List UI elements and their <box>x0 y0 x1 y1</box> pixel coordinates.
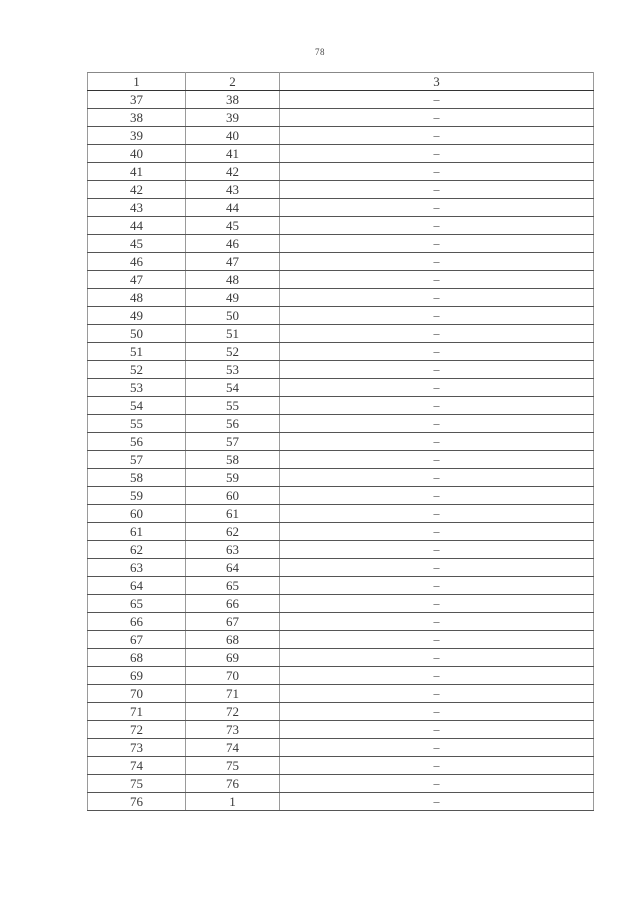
table-cell-col3: – <box>280 505 594 523</box>
table-cell-col1: 50 <box>88 325 186 343</box>
table-row <box>88 469 594 487</box>
table-row <box>88 667 594 685</box>
table-row <box>88 595 594 613</box>
table-cell-col3: – <box>280 163 594 181</box>
table-cell-col2: 59 <box>186 469 280 487</box>
table-cell-col3: – <box>280 145 594 163</box>
table-cell-col2: 70 <box>186 667 280 685</box>
table-row <box>88 577 594 595</box>
table-cell-col1: 64 <box>88 577 186 595</box>
table-cell-col2: 57 <box>186 433 280 451</box>
table-cell-col1: 61 <box>88 523 186 541</box>
table-cell-col3: – <box>280 397 594 415</box>
table-cell-col1: 59 <box>88 487 186 505</box>
table-row <box>88 793 594 811</box>
table-cell-col2: 61 <box>186 505 280 523</box>
table-cell-col2: 50 <box>186 307 280 325</box>
table-row <box>88 487 594 505</box>
table-cell-col2: 49 <box>186 289 280 307</box>
data-table <box>87 72 594 811</box>
table-cell-col2: 54 <box>186 379 280 397</box>
table-cell-col2: 58 <box>186 451 280 469</box>
table-cell-col2: 38 <box>186 91 280 109</box>
table-row <box>88 451 594 469</box>
table-cell-col3: – <box>280 289 594 307</box>
table-row <box>88 757 594 775</box>
table-row <box>88 775 594 793</box>
table-row <box>88 181 594 199</box>
table-cell-col1: 58 <box>88 469 186 487</box>
table-row <box>88 163 594 181</box>
table-cell-col2: 48 <box>186 271 280 289</box>
table-cell-col3: – <box>280 451 594 469</box>
table-cell-col3: – <box>280 757 594 775</box>
table-cell-col3: – <box>280 775 594 793</box>
table-cell-col1: 54 <box>88 397 186 415</box>
column-header-3: 3 <box>280 73 594 91</box>
table-row <box>88 127 594 145</box>
table-row <box>88 343 594 361</box>
table-cell-col3: – <box>280 325 594 343</box>
table-cell-col2: 42 <box>186 163 280 181</box>
table-cell-col1: 37 <box>88 91 186 109</box>
table-row <box>88 613 594 631</box>
table-cell-col1: 56 <box>88 433 186 451</box>
table-row <box>88 505 594 523</box>
table-cell-col1: 74 <box>88 757 186 775</box>
table-cell-col3: – <box>280 91 594 109</box>
table-row <box>88 361 594 379</box>
table-cell-col3: – <box>280 199 594 217</box>
table-cell-col1: 60 <box>88 505 186 523</box>
table-row <box>88 397 594 415</box>
table-cell-col3: – <box>280 721 594 739</box>
table-cell-col1: 45 <box>88 235 186 253</box>
table-cell-col3: – <box>280 379 594 397</box>
table-cell-col3: – <box>280 307 594 325</box>
table-row <box>88 109 594 127</box>
table-row <box>88 91 594 109</box>
table-cell-col2: 68 <box>186 631 280 649</box>
table-row <box>88 145 594 163</box>
table-cell-col1: 44 <box>88 217 186 235</box>
table-cell-col3: – <box>280 271 594 289</box>
table-cell-col2: 51 <box>186 325 280 343</box>
table-row <box>88 415 594 433</box>
table-cell-col3: – <box>280 739 594 757</box>
table-row <box>88 559 594 577</box>
table-row <box>88 253 594 271</box>
table-row <box>88 523 594 541</box>
table-cell-col2: 46 <box>186 235 280 253</box>
table-cell-col1: 65 <box>88 595 186 613</box>
table-row <box>88 721 594 739</box>
table-cell-col3: – <box>280 361 594 379</box>
table-cell-col3: – <box>280 217 594 235</box>
table-cell-col1: 47 <box>88 271 186 289</box>
table-row <box>88 649 594 667</box>
table-cell-col1: 71 <box>88 703 186 721</box>
table-cell-col1: 69 <box>88 667 186 685</box>
table-header-row <box>88 73 594 91</box>
table-cell-col3: – <box>280 667 594 685</box>
table-cell-col2: 69 <box>186 649 280 667</box>
table-cell-col2: 64 <box>186 559 280 577</box>
table-cell-col2: 74 <box>186 739 280 757</box>
table-cell-col1: 38 <box>88 109 186 127</box>
table-cell-col2: 39 <box>186 109 280 127</box>
table-cell-col2: 62 <box>186 523 280 541</box>
table-cell-col2: 67 <box>186 613 280 631</box>
table-cell-col2: 52 <box>186 343 280 361</box>
table-cell-col1: 41 <box>88 163 186 181</box>
table-cell-col3: – <box>280 559 594 577</box>
table-cell-col2: 71 <box>186 685 280 703</box>
table-row <box>88 235 594 253</box>
table-cell-col3: – <box>280 685 594 703</box>
table-row <box>88 271 594 289</box>
table-cell-col2: 60 <box>186 487 280 505</box>
table-row <box>88 217 594 235</box>
table-cell-col3: – <box>280 577 594 595</box>
table-cell-col1: 57 <box>88 451 186 469</box>
table-cell-col1: 76 <box>88 793 186 811</box>
table-row <box>88 289 594 307</box>
table-cell-col2: 41 <box>186 145 280 163</box>
table-cell-col3: – <box>280 343 594 361</box>
table-cell-col3: – <box>280 235 594 253</box>
table-cell-col1: 63 <box>88 559 186 577</box>
table-cell-col2: 75 <box>186 757 280 775</box>
table-cell-col2: 53 <box>186 361 280 379</box>
table-cell-col3: – <box>280 109 594 127</box>
table-cell-col3: – <box>280 487 594 505</box>
table-row <box>88 631 594 649</box>
table-cell-col2: 55 <box>186 397 280 415</box>
column-header-1: 1 <box>88 73 186 91</box>
table-cell-col1: 48 <box>88 289 186 307</box>
table-row <box>88 433 594 451</box>
table-cell-col1: 73 <box>88 739 186 757</box>
table-cell-col1: 40 <box>88 145 186 163</box>
table-cell-col1: 70 <box>88 685 186 703</box>
table-row <box>88 379 594 397</box>
table-cell-col3: – <box>280 181 594 199</box>
table-cell-col3: – <box>280 613 594 631</box>
table-cell-col1: 52 <box>88 361 186 379</box>
table-row <box>88 739 594 757</box>
page-number: 78 <box>315 47 325 57</box>
table-cell-col3: – <box>280 649 594 667</box>
table-cell-col2: 1 <box>186 793 280 811</box>
table-row <box>88 541 594 559</box>
table-cell-col2: 66 <box>186 595 280 613</box>
table-cell-col1: 39 <box>88 127 186 145</box>
table-row <box>88 703 594 721</box>
column-header-2: 2 <box>186 73 280 91</box>
table-cell-col2: 76 <box>186 775 280 793</box>
table-cell-col3: – <box>280 793 594 811</box>
table-cell-col3: – <box>280 703 594 721</box>
table-cell-col2: 47 <box>186 253 280 271</box>
table-row <box>88 685 594 703</box>
table-cell-col2: 73 <box>186 721 280 739</box>
table-cell-col1: 72 <box>88 721 186 739</box>
table-cell-col1: 53 <box>88 379 186 397</box>
table-cell-col2: 40 <box>186 127 280 145</box>
table-cell-col2: 44 <box>186 199 280 217</box>
table-cell-col1: 46 <box>88 253 186 271</box>
table-cell-col3: – <box>280 127 594 145</box>
table-row <box>88 199 594 217</box>
table-cell-col2: 72 <box>186 703 280 721</box>
table-cell-col3: – <box>280 631 594 649</box>
table-cell-col1: 43 <box>88 199 186 217</box>
table-cell-col1: 66 <box>88 613 186 631</box>
table-cell-col1: 42 <box>88 181 186 199</box>
table-cell-col1: 55 <box>88 415 186 433</box>
table-cell-col2: 45 <box>186 217 280 235</box>
table-cell-col1: 68 <box>88 649 186 667</box>
table-cell-col3: – <box>280 541 594 559</box>
table-cell-col2: 43 <box>186 181 280 199</box>
table-cell-col2: 65 <box>186 577 280 595</box>
table-cell-col1: 51 <box>88 343 186 361</box>
table-cell-col2: 63 <box>186 541 280 559</box>
table-cell-col1: 62 <box>88 541 186 559</box>
table-cell-col2: 56 <box>186 415 280 433</box>
table-cell-col3: – <box>280 595 594 613</box>
table-cell-col3: – <box>280 433 594 451</box>
table-cell-col3: – <box>280 415 594 433</box>
table-cell-col1: 67 <box>88 631 186 649</box>
table-row <box>88 325 594 343</box>
table-cell-col3: – <box>280 523 594 541</box>
table-cell-col1: 49 <box>88 307 186 325</box>
table-row <box>88 307 594 325</box>
table-cell-col1: 75 <box>88 775 186 793</box>
table-header <box>88 73 594 91</box>
table-body <box>88 91 594 811</box>
table-cell-col3: – <box>280 253 594 271</box>
table-cell-col3: – <box>280 469 594 487</box>
